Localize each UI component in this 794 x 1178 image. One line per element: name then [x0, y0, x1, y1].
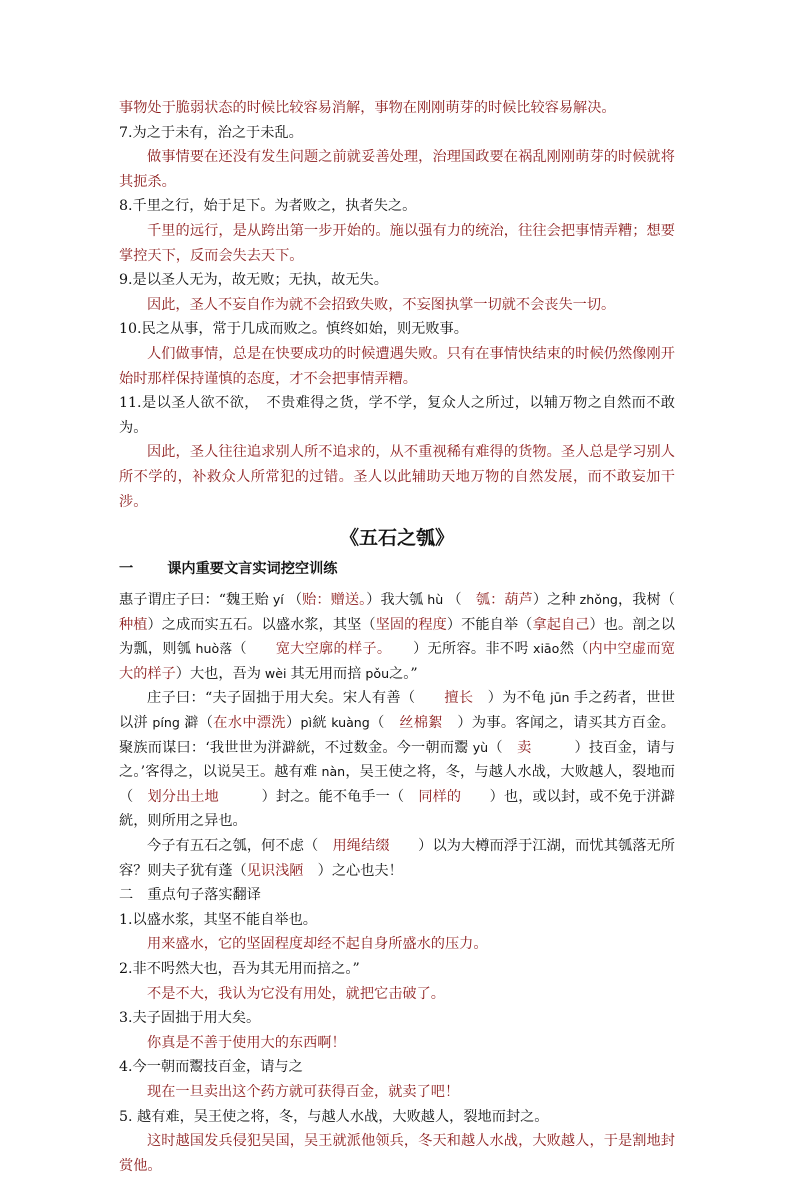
text-run: ）也，或以封，或不免于洴澼絖，则所用之异也。	[119, 788, 675, 830]
text-run: ）大也，吾为	[175, 665, 261, 682]
answer-blank: 贻：赠送。	[302, 592, 367, 609]
text-run: （	[232, 641, 276, 658]
question-11: 11.是以圣人欲不欲， 不贵难得之货，学不学，复众人之所过，以辅万物之自然而不敢为。	[119, 395, 675, 436]
section-heading-1	[119, 556, 675, 582]
pinyin: wèi	[260, 665, 291, 681]
text-run: （	[287, 592, 303, 609]
pinyin: jūn	[545, 690, 574, 706]
text-run: 今子有五石之瓠，何不虑（	[147, 838, 333, 855]
answer-blank: 划分出土地	[147, 788, 219, 805]
text-run: ）之心也夫！	[303, 862, 403, 879]
answer-blank: 内中空虚而宽大的样子	[119, 641, 675, 682]
passage-paragraph-2	[119, 686, 675, 834]
text-run: （	[369, 715, 400, 732]
text-run: 庄子曰：“夫子固拙于用大矣。宋人有善（	[147, 690, 445, 707]
answer-10: 人们做事情，总是在快要成功的时候遭遇失败。只有在事情快结束的时候仍然像刚开始时那样保持谨慎的态度，才不会把事情弄糟。	[119, 345, 675, 387]
passage-paragraph-1	[119, 588, 690, 686]
answer-blank: 拿起自己	[532, 616, 590, 633]
translation-question-5: 5. 越有难，吴王使之将，冬，与越人水战，大败越人，裂地而封之。	[119, 1108, 549, 1125]
question-7: 7.为之于未有，治之于未乱。	[119, 124, 303, 141]
pinyin: kuàng	[326, 715, 370, 731]
pinyin: pǒu	[361, 665, 390, 681]
text-run: ）以为大樽而浮于江湖，而忧其瓠落无所容？则夫子犹有蓬（	[119, 838, 675, 879]
text-run: ）之种	[532, 592, 576, 609]
passage-paragraph-3	[119, 834, 675, 883]
pinyin: yù	[468, 739, 489, 755]
text-run: （	[488, 739, 518, 756]
text-run: ，我树（	[617, 592, 690, 609]
answer-blank: 坚固的程度	[375, 616, 447, 633]
answer-blank: 丝棉絮	[399, 715, 443, 732]
translation-answer-1: 用来盛水，它的坚固程度却经不起自身所盛水的压力。	[147, 936, 488, 953]
translation-question-2: 2.非不呺然大也，吾为其无用而掊之。”	[119, 961, 360, 977]
translation-question-3: 3.夫子固拙于用大矣。	[119, 1010, 261, 1027]
text-run: （	[447, 592, 476, 609]
text-run: ）也。剖之以为瓢，则瓠	[119, 616, 675, 658]
text-run: 絖	[311, 715, 327, 732]
text-run: ）为不龟	[473, 690, 546, 707]
question-8: 8.千里之行，始于足下。为者败之，执者失之。	[119, 198, 417, 215]
text-run: ）为事。客闻之，请买其方百金。聚族而谋曰：‘我世世为洴澼絖，不过数金。今一朝而鬻	[119, 715, 675, 756]
answer-blank: 用绳结缀	[332, 838, 390, 855]
text-run: 然（	[559, 641, 589, 658]
question-9: 9.是以圣人无为，故无败；无执，故无失。	[119, 272, 388, 289]
answer-blank: 瓠：葫芦	[475, 592, 533, 609]
pinyin: nàn	[317, 764, 346, 780]
document-page	[119, 96, 690, 1178]
answer-blank: 同样的	[418, 788, 462, 805]
answer-blank: 种植	[119, 616, 148, 633]
answer-blank: 在水中漂洗	[213, 715, 286, 732]
text-run: ）无所容。非不呺	[384, 641, 529, 658]
text-run: ）技百金，请与之。’客得之，以说吴王。越有难	[119, 739, 675, 781]
section-title: 《五石之瓠》	[339, 527, 454, 550]
pinyin: xiāo	[528, 641, 560, 657]
question-10: 10.民之从事，常于几成而败之。慎终如始，则无败事。	[119, 321, 468, 338]
translation-answer-5: 这时越国发兵侵犯吴国，吴王就派他领兵，冬天和越人水战，大败越人，于是割地封赏他。	[119, 1133, 675, 1174]
translation-question-4: 4.今一朝而鬻技百金，请与之	[119, 1059, 303, 1076]
text-run: 其无用而掊	[290, 665, 362, 682]
translation-question-1: 1.以盛水浆，其坚不能自举也。	[119, 911, 317, 928]
translation-answer-4: 现在一旦卖出这个药方就可获得百金，就卖了吧！	[147, 1083, 460, 1100]
text-run: ）我大瓠	[366, 592, 424, 609]
pinyin: yí	[268, 592, 288, 608]
text-run: ）封之。能不龟手一（	[218, 788, 419, 805]
answer-7: 做事情要在还没有发生问题之前就妥善处理，治理国政要在祸乱刚刚萌芽的时候就将其扼杀。	[119, 149, 675, 190]
answer-blank: 宽大空廓的样子。	[275, 641, 385, 658]
pinyin: pì	[300, 715, 312, 731]
translation-answer-2: 不是不大，我认为它没有用处，就把它击破了。	[147, 985, 445, 1002]
text-run: 惠子谓庄子曰：“魏王贻	[119, 592, 269, 609]
text-run: ）不能自举（	[446, 616, 533, 633]
text-run: ）	[285, 715, 301, 732]
answer-8: 千里的远行，是从跨出第一步开始的。施以强有力的统治，往往会把事情弄糟；想要掌控天下，反而会失去天下。	[119, 222, 675, 264]
text-run: ）之成而实五石。以盛水浆，其坚（	[147, 616, 376, 633]
answer-9: 因此，圣人不妄自作为就不会招致失败，不妄图执掌一切就不会丧失一切。	[147, 296, 616, 313]
section-label: 课内重要文言实词挖空训练	[167, 561, 338, 578]
pinyin: huò落	[191, 641, 233, 657]
section-number: 一	[119, 561, 134, 578]
answer-11: 因此，圣人往往追求别人所不追求的，从不重视稀有难得的货物。圣人总是学习别人所不学的，补救众人所常犯的过错。圣人以此辅助天地万物的自然发展，而不敢妄加干涉。	[119, 444, 675, 510]
translation-answer-3: 你真是不善于使用大的东西啊！	[147, 1034, 346, 1051]
paragraph-line0: 事物处于脆弱状态的时候比较容易消解，事物在刚刚萌芽的时候比较容易解决。	[119, 100, 616, 116]
pinyin: píng	[148, 715, 185, 731]
text-run: 澼（	[184, 715, 214, 732]
text-run: ，吴王使之将，冬，与越人水战，大败越人，裂地而（	[119, 764, 675, 805]
answer-blank: 见识浅陋	[246, 862, 304, 879]
section-heading-2: 二 重点句子落实翻译	[119, 887, 261, 904]
text-run: 之。”	[389, 665, 418, 682]
pinyin: zhǒng	[575, 592, 618, 608]
pinyin: hù	[423, 592, 448, 608]
text-run: 手之药者，世世以洴	[119, 690, 675, 732]
answer-blank: 卖	[517, 739, 532, 756]
answer-blank: 擅长	[444, 690, 474, 707]
